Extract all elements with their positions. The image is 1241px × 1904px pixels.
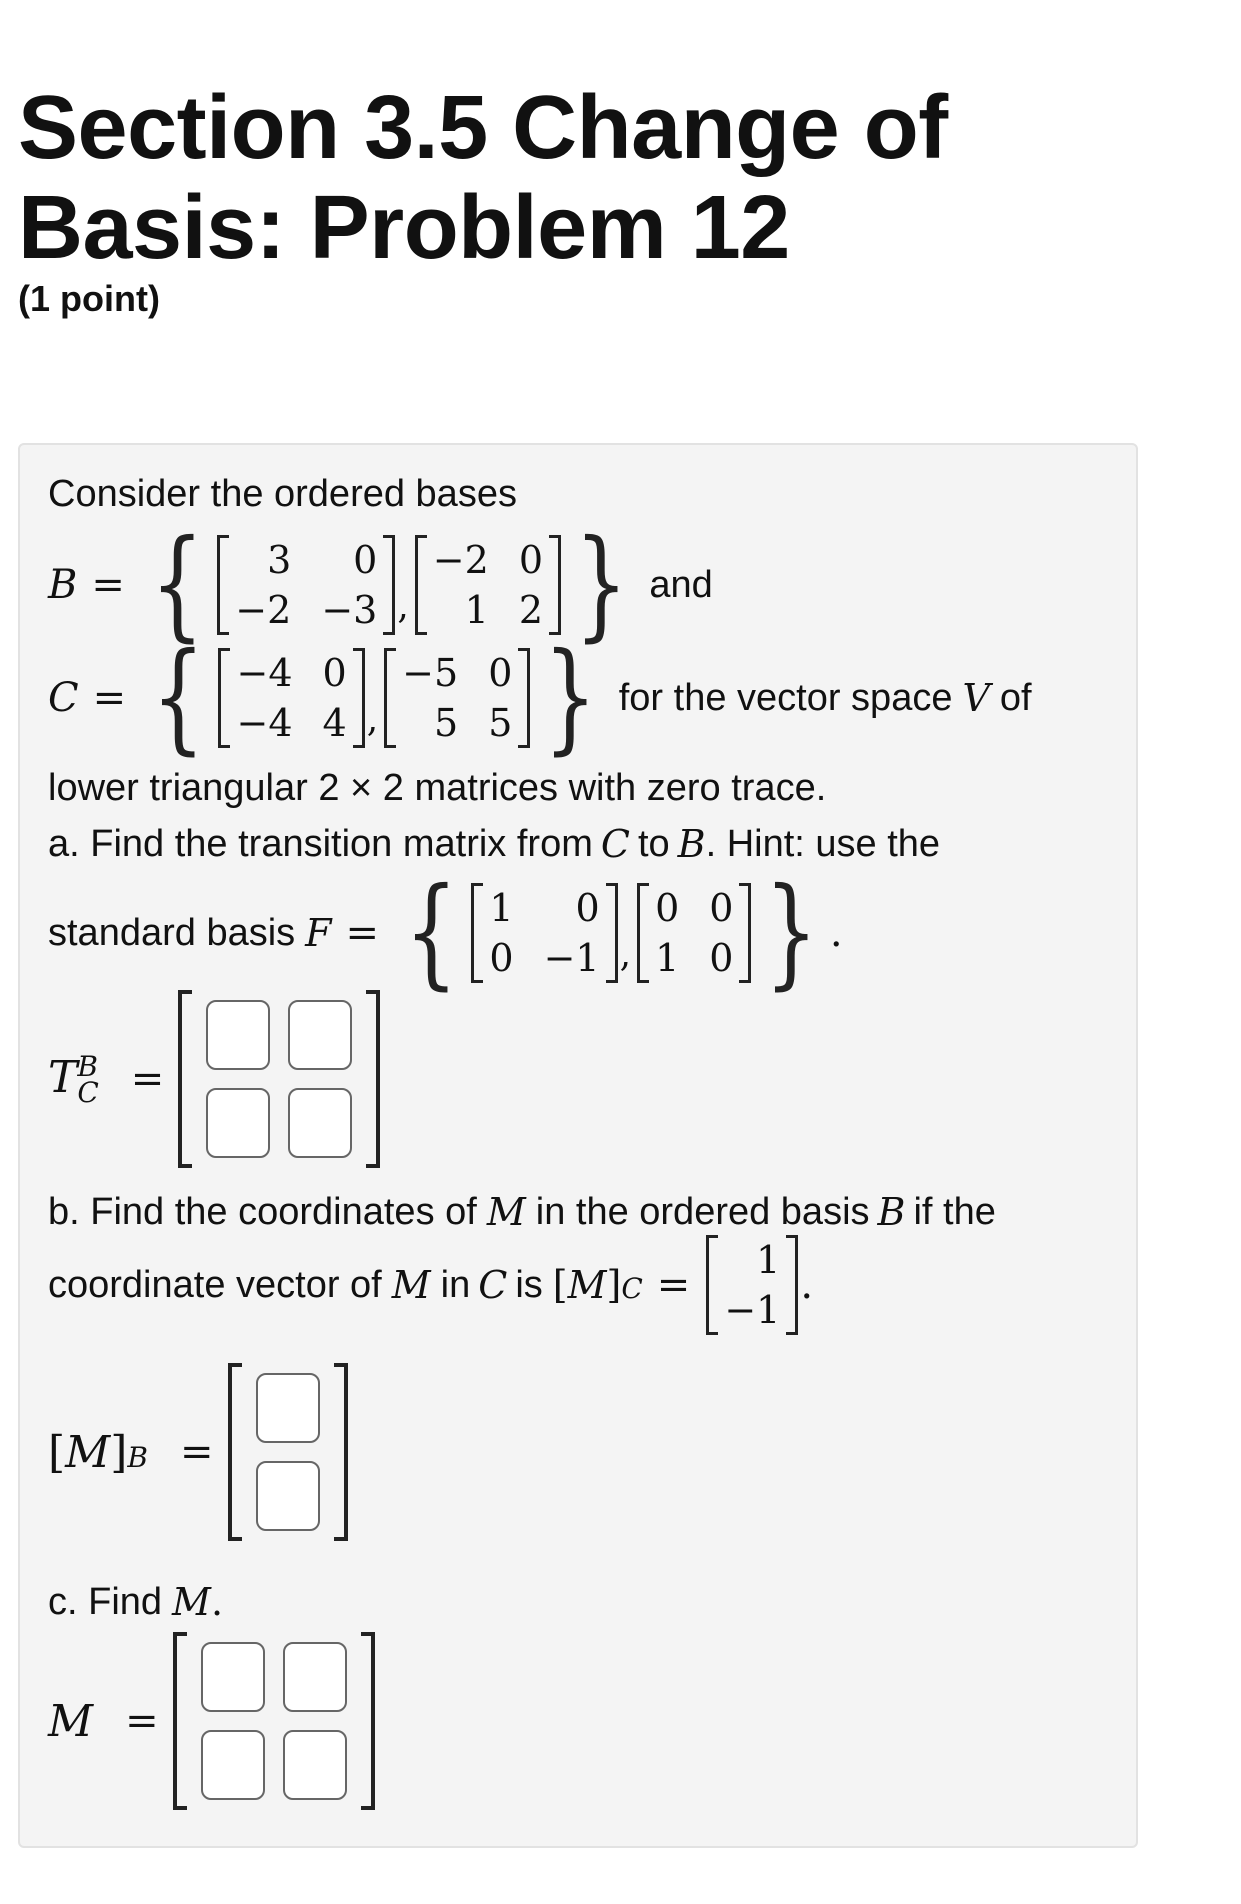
part-a-line bbox=[48, 822, 940, 866]
matrix-entry: −4 bbox=[236, 701, 293, 745]
points-label: (1 point) bbox=[18, 278, 160, 319]
basis-c-line: C = { −4 0 −4 4 , −5 0 5 5 } for the vector space V of bbox=[48, 628, 1032, 767]
coord-vector-line bbox=[48, 1235, 813, 1335]
left-brace: { bbox=[150, 515, 204, 654]
part-b-mid-text: in the ordered basis bbox=[535, 1190, 870, 1233]
basis-f-matrix-1 bbox=[471, 883, 617, 983]
matrix-entry: −3 bbox=[321, 588, 378, 632]
in-text: in bbox=[440, 1263, 471, 1306]
answer-box[interactable] bbox=[283, 1730, 347, 1800]
and-text: and bbox=[649, 563, 713, 606]
matrix-entry: 0 bbox=[488, 651, 513, 695]
basis-f-matrix-2 bbox=[637, 883, 751, 983]
matrix-entry: 0 bbox=[655, 886, 680, 930]
m-var: M bbox=[391, 1263, 431, 1307]
answer-box[interactable] bbox=[283, 1642, 347, 1712]
basis-b-matrix-2 bbox=[415, 535, 561, 635]
matrix-entry: 0 bbox=[353, 538, 378, 582]
transition-matrix bbox=[178, 990, 380, 1168]
to-text: to bbox=[637, 822, 670, 865]
transition-label: T B C bbox=[48, 1050, 99, 1110]
hint-text: . Hint: use the bbox=[705, 822, 941, 865]
matrix-entry: 0 bbox=[489, 936, 514, 980]
matrix-entry: 0 bbox=[709, 886, 734, 930]
answer-box[interactable] bbox=[288, 1088, 352, 1158]
matrix-entry: −2 bbox=[235, 588, 292, 632]
is-text: is bbox=[515, 1263, 543, 1306]
basis-c-matrix-1 bbox=[218, 648, 364, 748]
right-brace: } bbox=[574, 515, 628, 654]
coords-b-label: [M]B bbox=[48, 1426, 148, 1478]
m-var: M bbox=[486, 1190, 526, 1234]
intro-text: Consider the ordered bases bbox=[48, 473, 517, 515]
matrix-entry: 3 bbox=[267, 538, 292, 582]
basis-f-label: F bbox=[305, 911, 332, 955]
page-title: Section 3.5 Change of Basis: Problem 12 bbox=[18, 78, 948, 278]
basis-c-ref: C bbox=[600, 822, 630, 866]
part-a-text: a. Find the transition matrix from bbox=[48, 822, 593, 865]
matrix-entry: −4 bbox=[236, 651, 293, 695]
matrix-entry: 1 bbox=[464, 588, 489, 632]
matrix-entry: 0 bbox=[518, 538, 544, 582]
answer-box[interactable] bbox=[206, 1000, 270, 1070]
answer-box[interactable] bbox=[288, 1000, 352, 1070]
basis-b-label: B bbox=[48, 562, 78, 608]
basis-b-matrix-1 bbox=[217, 535, 395, 635]
equals-sign: = bbox=[656, 1262, 691, 1308]
right-brace: } bbox=[543, 628, 598, 767]
m-answer-line bbox=[48, 1632, 375, 1810]
basis-c-ref: C bbox=[478, 1263, 508, 1307]
matrix-entry: 1 bbox=[655, 936, 680, 980]
m-matrix bbox=[173, 1632, 375, 1810]
matrix-entry: 4 bbox=[322, 701, 347, 745]
matrix-entry: 2 bbox=[518, 588, 544, 632]
coord-vector bbox=[706, 1235, 798, 1335]
matrix-entry: 5 bbox=[434, 701, 459, 745]
m-var: M bbox=[172, 1580, 211, 1624]
space-var: V bbox=[962, 676, 990, 720]
for-space-text: for the vector space bbox=[618, 676, 953, 719]
basis-c-label: C bbox=[48, 675, 79, 721]
matrix-entry: 1 bbox=[489, 886, 514, 930]
answer-box[interactable] bbox=[201, 1730, 265, 1800]
matrix-entry: −5 bbox=[402, 651, 459, 695]
part-b-text: b. Find the coordinates of bbox=[48, 1190, 477, 1233]
basis-b-ref: B bbox=[877, 1190, 906, 1234]
coord-c-label: [M]C bbox=[552, 1263, 643, 1307]
left-brace: { bbox=[151, 628, 206, 767]
standard-basis-text: standard basis bbox=[48, 911, 296, 954]
standard-basis-line: standard basis F = { 1 0 0 −1 , 0 0 1 0 } . bbox=[48, 863, 843, 1002]
period: . bbox=[829, 910, 843, 956]
vector-entry: −1 bbox=[724, 1288, 781, 1332]
problem-panel bbox=[18, 443, 1138, 1848]
period: . bbox=[800, 1262, 814, 1308]
basis-c-matrix-2 bbox=[384, 648, 530, 748]
matrix-entry: 0 bbox=[322, 651, 347, 695]
answer-box[interactable] bbox=[201, 1642, 265, 1712]
answer-box[interactable] bbox=[206, 1088, 270, 1158]
equals-sign: = bbox=[125, 1698, 159, 1744]
part-b-line bbox=[48, 1190, 996, 1234]
of-text: of bbox=[999, 676, 1032, 719]
answer-box[interactable] bbox=[256, 1373, 320, 1443]
answer-box[interactable] bbox=[256, 1461, 320, 1531]
equals-sign: = bbox=[92, 675, 127, 721]
matrix-entry: −1 bbox=[543, 936, 600, 980]
equals-sign: = bbox=[91, 562, 125, 608]
m-label: M bbox=[48, 1695, 94, 1747]
right-brace: } bbox=[764, 863, 819, 1002]
part-c-line bbox=[48, 1580, 223, 1624]
matrix-entry: 0 bbox=[709, 936, 734, 980]
matrix-entry: 5 bbox=[488, 701, 513, 745]
basis-b-ref: B bbox=[677, 822, 706, 866]
basis-b-line: B = { 3 0 −2 −3 , −2 0 1 2 } and bbox=[48, 515, 713, 654]
matrix-entry: −2 bbox=[432, 538, 489, 582]
matrix-entry: 0 bbox=[575, 886, 600, 930]
coords-b-vector bbox=[228, 1363, 348, 1541]
equals-sign: = bbox=[130, 1056, 165, 1102]
part-b-end-text: if the bbox=[913, 1190, 996, 1233]
part-c-text: c. Find bbox=[48, 1580, 163, 1623]
vector-entry: 1 bbox=[756, 1238, 781, 1282]
transition-answer-line bbox=[48, 990, 380, 1168]
equals-sign: = bbox=[345, 910, 380, 956]
coords-answer-line bbox=[48, 1363, 348, 1541]
description-text: lower triangular 2 × 2 matrices with zero trace. bbox=[48, 767, 827, 809]
period: . bbox=[210, 1580, 224, 1624]
coord-text: coordinate vector of bbox=[48, 1263, 382, 1306]
equals-sign: = bbox=[179, 1429, 214, 1475]
left-brace: { bbox=[404, 863, 458, 1002]
